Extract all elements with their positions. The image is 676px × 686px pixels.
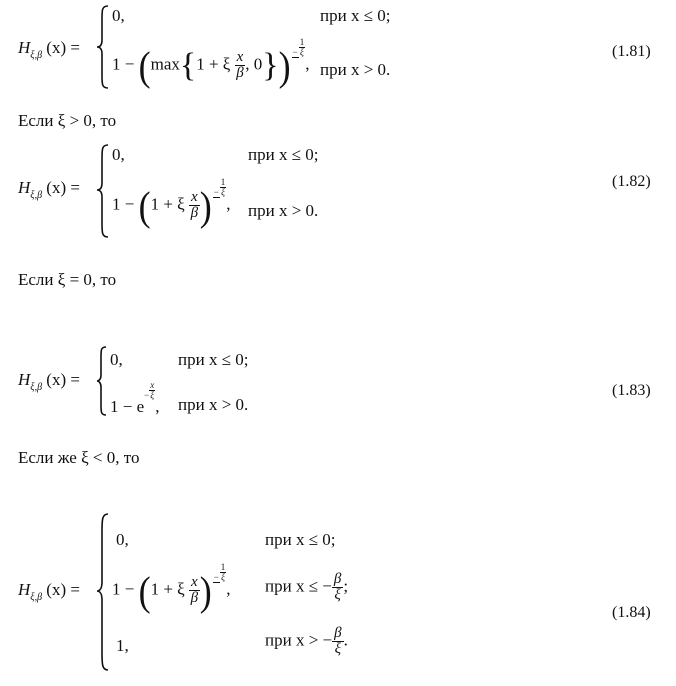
case-condition: при x ≤ 0;: [178, 350, 249, 369]
exponent-minus-x-over-xi: − x ξ: [144, 380, 155, 400]
case-condition: при x > 0.: [320, 60, 391, 79]
equation-lhs: [18, 38, 80, 61]
case-expression: $1 - e^{- \frac{x}{\xi}}$ ,: [110, 380, 160, 416]
case-value: 1,: [116, 636, 129, 655]
equation-number: (1.84): [612, 604, 651, 621]
case-value: 0,: [112, 145, 125, 164]
exponent-one-over-xi: −: [292, 47, 298, 58]
case-condition: при x ≤ 0;: [320, 6, 391, 25]
function-argument: (x) =: [46, 38, 80, 57]
equation-number: (1.83): [612, 382, 651, 399]
case-condition: при x > 0.: [248, 201, 319, 220]
fraction-x-over-beta: $\frac{x}{\beta}$: [236, 49, 244, 81]
case-expression: 1 − (1 + ξ $\frac{x}{\beta}$ ) − $\frac{1}{\xi}$ ,: [112, 562, 231, 614]
case-condition: при x > 0.: [178, 395, 249, 414]
left-brace-icon: [96, 143, 110, 239]
fraction-beta-over-xi: $\frac{\beta}{\xi}$: [334, 625, 342, 657]
function-symbol: H: [18, 38, 31, 57]
case-condition: при x ≤ 0;: [248, 145, 319, 164]
case-condition: при x > − $\frac{\beta}{\xi}$ .: [265, 625, 348, 657]
case-condition: при x ≤ 0;: [265, 530, 336, 549]
fraction-x-over-beta: $\frac{x}{\beta}$: [190, 189, 199, 221]
paragraph-intro: Если же ξ < 0, то: [18, 448, 140, 467]
case-condition: при x ≤ − $\frac{\beta}{\xi}$ ;: [265, 571, 349, 603]
equation-number: (1.82): [612, 173, 651, 190]
left-brace-icon: [96, 345, 108, 417]
exponent-one-over-xi: $\frac{1}{\xi}$: [220, 177, 226, 198]
paragraph-intro: Если ξ = 0, то: [18, 270, 117, 289]
fraction-x-over-beta: $\frac{x}{\beta}$: [190, 574, 199, 606]
case-value: 0,: [116, 530, 129, 549]
fraction-beta-over-xi: $\frac{\beta}{\xi}$: [333, 571, 342, 603]
case-value: 0,: [112, 6, 125, 25]
equation-number: (1.81): [612, 43, 651, 60]
equation-lhs: $H_{\xi,\beta}$ (x) =: [18, 370, 80, 393]
equation-lhs: $H_{\xi,\beta}$ (x) =: [18, 178, 80, 201]
paragraph-intro: Если ξ > 0, то: [18, 111, 117, 130]
left-brace-icon: [96, 4, 110, 90]
equation-lhs: $H_{\xi,\beta}$ (x) =: [18, 580, 80, 603]
function-subscript: ξ,β: [30, 50, 43, 61]
case-expression: 1 − (1 + ξ $\frac{x}{\beta}$ ) − $\frac{1}{\xi}$ ,: [112, 177, 231, 229]
exponent-one-over-xi: $\frac{1}{\xi}$: [220, 562, 226, 583]
case-value: 0,: [110, 350, 123, 369]
case-expression: 1 − (max{1 + ξ $\frac{x}{\beta}$ , 0}) − $\frac{1}{\xi}$ ,: [112, 37, 310, 89]
left-brace-icon: [96, 512, 110, 672]
